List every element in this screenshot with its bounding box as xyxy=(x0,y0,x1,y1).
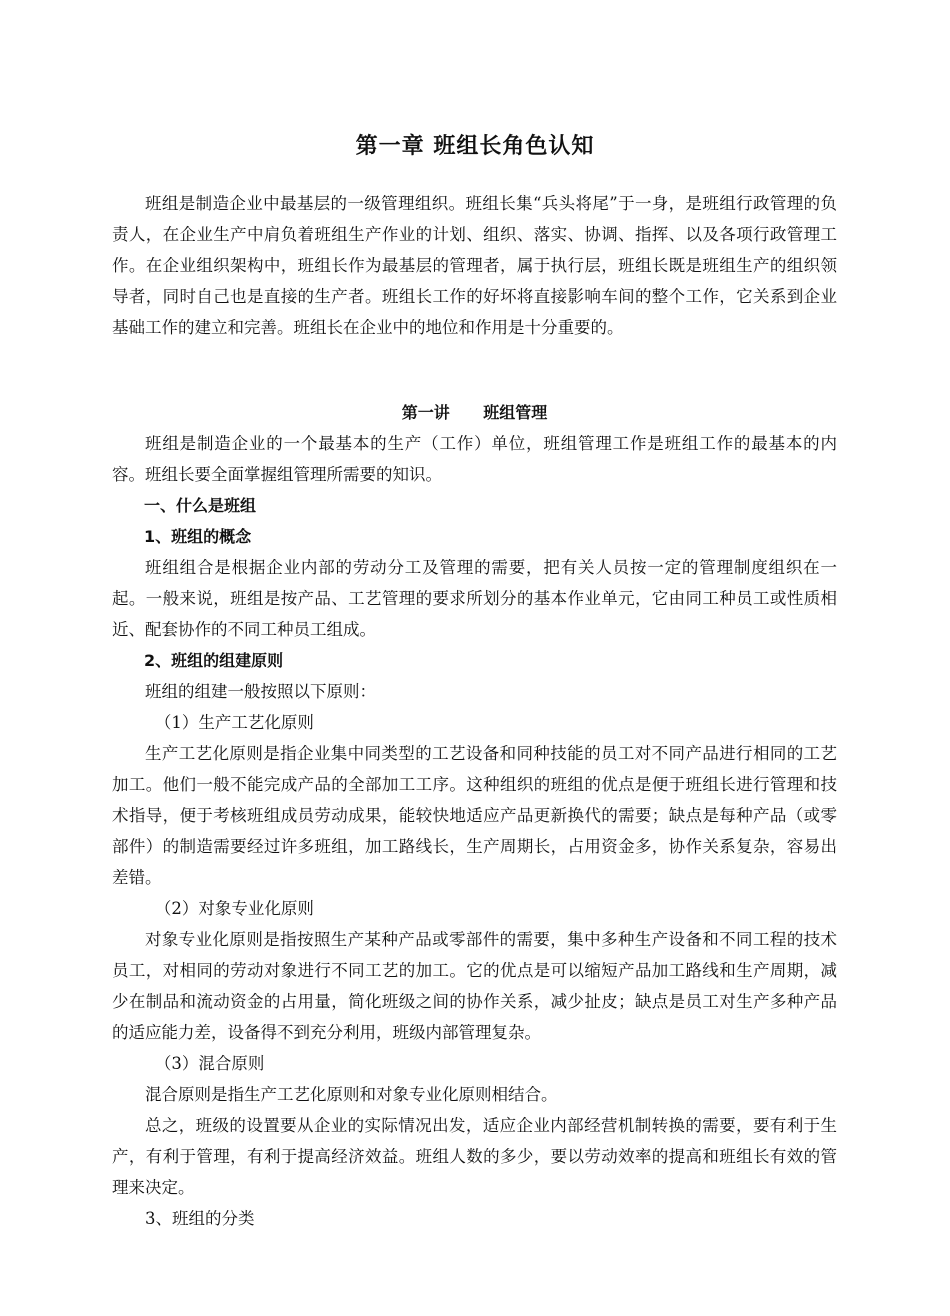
principle-3-paragraph: 混合原则是指生产工艺化原则和对象专业化原则相结合。 xyxy=(145,1085,558,1104)
principle-1-paragraph: 生产工艺化原则是指企业集中同类型的工艺设备和同种技能的员工对不同产品进行相同的工艺加工。他们一般不能完成产品的全部加工工序。这种组织的班组的优点是便于班组长进行管理和技术指导，便于考核班组成员劳动成果，能较快地适应产品更新换代的需要；缺点是每种产品（或零部件）的制造需要经过许多班组，加工路线长，生产周期长，占用资金多，协作关系复杂，容易出差错。 xyxy=(112,744,837,887)
team-concept-paragraph: 班组组合是根据企业内部的劳动分工及管理的需要，把有关人员按一定的管理制度组织在一起。一般来说，班组是按产品、工艺管理的要求所划分的基本作业单元，它由同工种员工或性质相近、配套协作的不同工种员工组成。 xyxy=(112,558,837,639)
summary-paragraph: 总之，班级的设置要从企业的实际情况出发，适应企业内部经营机制转换的需要，要有利于生产，有利于管理，有利于提高经济效益。班组人数的多少，要以劳动效率的提高和班组长有效的管理来决定。 xyxy=(112,1116,837,1197)
lecture-intro-paragraph: 班组是制造企业的一个最基本的生产（工作）单位，班组管理工作是班组工作的最基本的内容。班组长要全面掌握组管理所需要的知识。 xyxy=(112,434,837,484)
intro-block xyxy=(112,188,837,343)
intro-paragraph: 班组是制造企业中最基层的一级管理组织。班组长集“兵头将尾”于一身，是班组行政管理的负责人，在企业生产中肩负着班组生产作业的计划、组织、落实、协调、指挥、以及各项行政管理工作。在企业组织架构中，班组长作为最基层的管理者，属于执行层，班组长既是班组生产的组织领导者，同时自己也是直接的生产者。班组长工作的好坏将直接影响车间的整个工作，它关系到企业基础工作的建立和完善。班组长在企业中的地位和作用是十分重要的。 xyxy=(112,194,837,337)
principle-3-title: （3）混合原则 xyxy=(154,1054,265,1073)
lecture-title: 第一讲 班组管理 xyxy=(401,403,548,422)
principle-2-paragraph: 对象专业化原则是指按照生产某种产品或零部件的需要，集中多种生产设备和不同工程的技术员工，对相同的劳动对象进行不同工艺的加工。它的优点是可以缩短产品加工路线和生产周期，减少在制品和流动资金的占用量，简化班级之间的协作关系，减少扯皮；缺点是员工对生产多种产品的适应能力差，设备得不到充分利用，班级内部管理复杂。 xyxy=(112,930,837,1042)
principle-1-title: （1）生产工艺化原则 xyxy=(154,713,314,732)
subheading-team-principles: 2、班组的组建原则 xyxy=(144,651,284,670)
principle-2-title: （2）对象专业化原则 xyxy=(154,899,314,918)
team-principles-intro: 班组的组建一般按照以下原则： xyxy=(145,682,376,701)
section-heading-what-is-team: 一、什么是班组 xyxy=(144,496,257,515)
subheading-team-concept: 1、班组的概念 xyxy=(144,527,252,546)
subheading-team-classification: 3、班组的分类 xyxy=(145,1209,255,1228)
lecture-content xyxy=(112,428,837,1234)
chapter-title: 第一章 班组长角色认知 xyxy=(355,134,595,159)
